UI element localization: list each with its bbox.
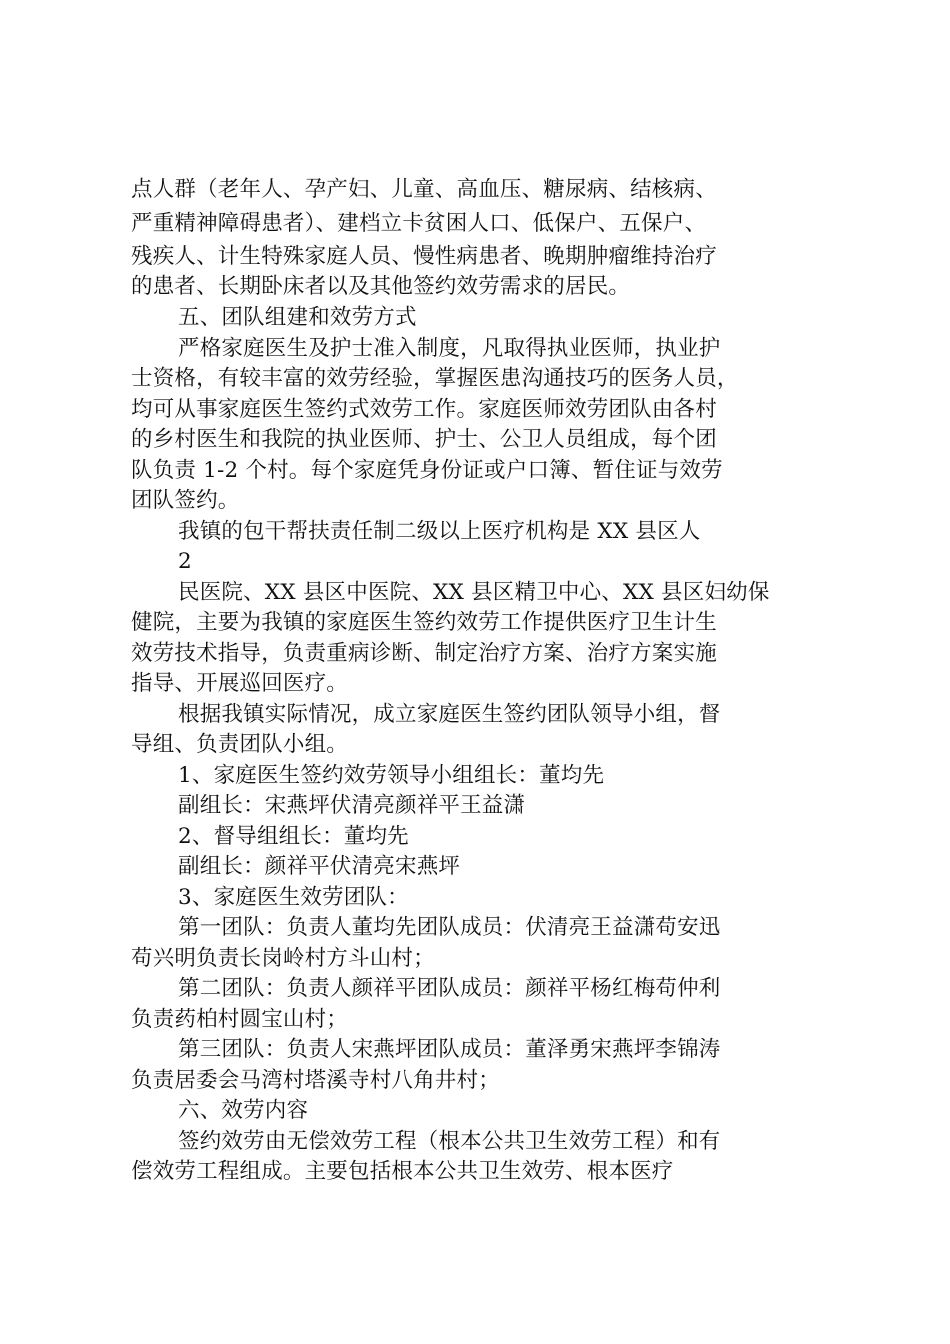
text-line: 的患者、长期卧床者以及其他签约效劳需求的居民。	[131, 274, 631, 299]
text-line: 苟兴明负责长岗岭村方斗山村；	[131, 946, 435, 971]
text-line: 第三团队：负责人宋燕坪团队成员：董泽勇宋燕坪李锦涛	[178, 1037, 721, 1062]
text-line: 严重精神障碍患者）、建档立卡贫困人口、低保户、五保户、	[131, 211, 707, 236]
text-line: 第一团队：负责人董均先团队成员：伏清亮王益潇苟安迅	[178, 915, 721, 940]
text-line: 副组长：颜祥平伏清亮宋燕坪	[178, 854, 461, 879]
text-line: 负责居委会马湾村塔溪寺村八角井村；	[131, 1068, 500, 1093]
text-line: 签约效劳由无偿效劳工程（根本公共卫生效劳工程）和有	[178, 1129, 721, 1154]
text-line: 严格家庭医生及护士准入制度，凡取得执业医师，执业护	[178, 336, 721, 361]
text-line: 士资格，有较丰富的效劳经验，掌握医患沟通技巧的医务人员，	[131, 366, 739, 391]
text-line: 负责药柏村圆宝山村；	[131, 1007, 349, 1032]
text-line: 我镇的包干帮扶责任制二级以上医疗机构是 XX 县区人	[178, 519, 701, 544]
text-line: 团队签约。	[131, 488, 240, 513]
section-heading: 五、团队组建和效劳方式	[178, 305, 417, 330]
text-line: 第二团队：负责人颜祥平团队成员：颜祥平杨红梅苟仲利	[178, 976, 721, 1001]
text-line: 残疾人、计生特殊家庭人员、慢性病患者、晚期肿瘤维持治疗	[131, 244, 717, 269]
text-line: 的乡村医生和我院的执业医师、护士、公卫人员组成，每个团	[131, 427, 717, 452]
text-line: 民医院、XX 县区中医院、XX 县区精卫中心、XX 县区妇幼保	[178, 580, 770, 605]
text-line: 副组长：宋燕坪伏清亮颜祥平王益潇	[178, 793, 526, 818]
text-line: 队负责 1-2 个村。每个家庭凭身份证或户口簿、暂住证与效劳	[131, 458, 723, 483]
text-line: 根据我镇实际情况，成立家庭医生签约团队领导小组，督	[178, 702, 721, 727]
text-line: 均可从事家庭医生签约式效劳工作。家庭医师效劳团队由各村	[131, 397, 717, 422]
text-line: 偿效劳工程组成。主要包括根本公共卫生效劳、根本医疗	[131, 1159, 674, 1184]
text-line: 健院，主要为我镇的家庭医生签约效劳工作提供医疗卫生计生	[131, 610, 717, 635]
text-line: 1、家庭医生签约效劳领导小组组长：董均先	[178, 763, 605, 788]
page-number: 2	[178, 549, 192, 574]
text-line: 点人群（老年人、孕产妇、儿童、高血压、糖尿病、结核病、	[131, 177, 717, 202]
text-line: 指导、开展巡回医疗。	[131, 671, 349, 696]
text-line: 效劳技术指导，负责重病诊断、制定治疗方案、治疗方案实施	[131, 641, 717, 666]
text-line: 3、家庭医生效劳团队：	[178, 885, 409, 910]
text-line: 2、督导组组长：董均先	[178, 824, 409, 849]
section-heading: 六、效劳内容	[178, 1098, 309, 1123]
text-line: 导组、负责团队小组。	[131, 732, 349, 757]
